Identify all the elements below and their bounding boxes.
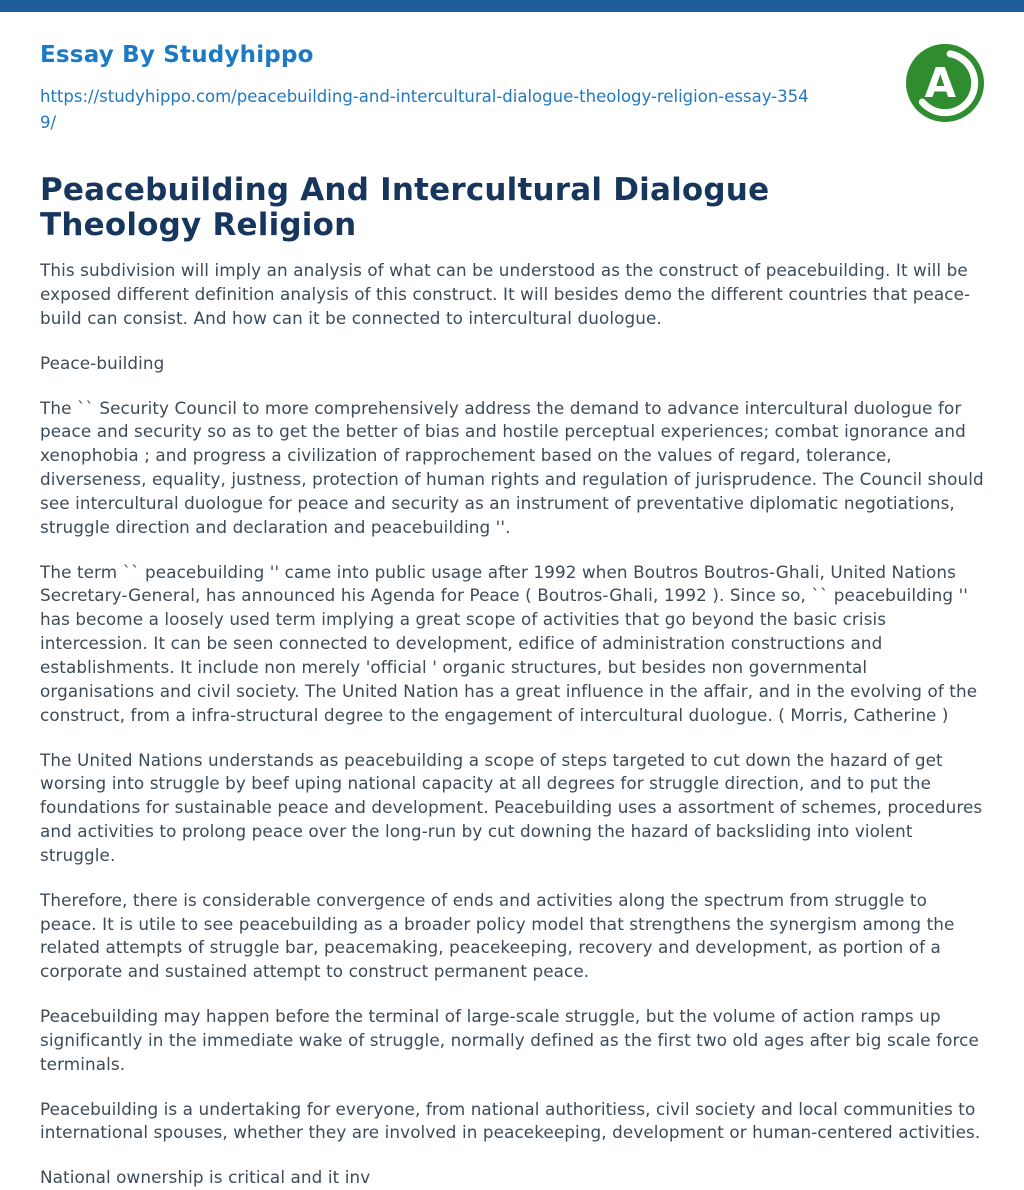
header-text-block bbox=[40, 42, 906, 135]
paragraph: Peacebuilding is a undertaking for everyone, from national authoritiess, civil society and local communities to international spouses, whether they are involved in peacekeeping, development or human-centered activities. bbox=[40, 1098, 981, 1143]
site-title: Essay By Studyhippo bbox=[40, 42, 314, 68]
page-title: Peacebuilding And Intercultural Dialogue Theology Religion bbox=[40, 172, 770, 244]
article-url-link[interactable]: https://studyhippo.com/peacebuilding-and-intercultural-dialogue-theology-religion-essay-3549/ bbox=[40, 87, 809, 132]
page-container bbox=[0, 42, 1024, 1190]
page-header bbox=[40, 42, 984, 135]
paragraph: This subdivision will imply an analysis of what can be understood as the construct of peacebuilding. It will be exposed different definition analysis of this construct. It will besides demo the different countries that peace-build can consist. And how can it be connected to intercultural duologue. bbox=[40, 260, 971, 328]
paragraph: Peacebuilding may happen before the terminal of large-scale struggle, but the volume of action ramps up significantly in the immediate wake of struggle, normally defined as the first two old ages after big scale force terminals. bbox=[40, 1006, 979, 1074]
paragraph: The term `` peacebuilding '' came into public usage after 1992 when Boutros Boutros-Ghali, United Nations Secretary-General, has announced his Agenda for Peace ( Boutros-Ghali, 1992 ). Since so, `` peacebuilding '' has become a loosely used term implying a great scope of activities that go beyond the basic crisis intercession. It can be seen connected to development, edifice of administration constructions and establishments. It include non merely 'official ' organic structures, but besides non governmental organisations and civil society. The United Nation has a great influence in the affair, and in the evolving of the construct, from a infra-structural degree to the engagement of intercultural duologue. ( Morris, Catherine ) bbox=[40, 561, 978, 725]
paragraph: The `` Security Council to more comprehensively address the demand to advance intercultural duologue for peace and security so as to get the better of bias and hostile perceptual experiences; combat ignorance and xenophobia ; and progress a civilization of rapprochement based on the values of regard, tolerance, diverseness, equality, justness, protection of human rights and regulation of jurisprudence. The Council should see intercultural duologue for peace and security as an instrument of preventative diplomatic negotiations, struggle direction and declaration and peacebuilding ''. bbox=[40, 397, 984, 537]
paragraph: Peace-building bbox=[40, 352, 165, 373]
paragraph: National ownership is critical and it inv bbox=[40, 1167, 371, 1188]
paragraph: The United Nations understands as peacebuilding a scope of steps targeted to cut down the hazard of get worsing into struggle by beef uping national capacity at all degrees for struggle direction, and to put the foundations for sustainable peace and development. Peacebuilding uses a assortment of schemes, procedures and activities to prolong peace over the long-run by cut downing the hazard of backsliding into violent struggle. bbox=[40, 749, 983, 865]
studyhippo-logo-icon bbox=[906, 44, 984, 122]
logo-letter: A bbox=[924, 59, 957, 108]
top-accent-bar bbox=[0, 0, 1024, 12]
article-body bbox=[40, 259, 984, 1190]
paragraph: Therefore, there is considerable convergence of ends and activities along the spectrum from struggle to peace. It is utile to see peacebuilding as a broader policy model that strengthens the synergism among the related attempts of struggle bar, peacemaking, peacekeeping, recovery and development, as portion of a corporate and sustained attempt to construct permanent peace. bbox=[40, 889, 955, 982]
